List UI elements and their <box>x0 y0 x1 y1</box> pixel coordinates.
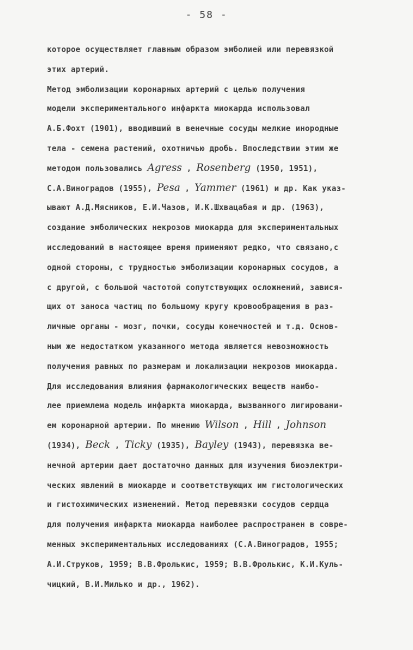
text-line <box>47 500 329 510</box>
text-line <box>47 302 334 312</box>
typed-text: , <box>271 421 286 431</box>
text-line <box>47 243 338 253</box>
text-line <box>47 203 324 213</box>
text-line <box>47 322 338 332</box>
text-line <box>47 382 319 392</box>
typed-text: , <box>180 183 195 193</box>
typed-text: личные органы - мозг, почки, сосуды конечностей и т.д. Основ- <box>47 322 339 332</box>
typed-text: этих артерий. <box>47 64 110 74</box>
text-line <box>47 421 326 431</box>
text-line <box>47 65 109 75</box>
handwritten-author-name: Agress <box>147 162 182 174</box>
text-line <box>47 540 338 550</box>
typed-text: лее приемлема модель инфаркта миокарда, вызванного лигировани- <box>47 401 344 411</box>
page-number: - 58 - <box>185 10 228 21</box>
typed-text: создание эмболических некрозов миокарда для экспериментальных <box>47 223 339 233</box>
typed-text: А.Б.Фохт (1901), вводивший в венечные сосуды мелкие инородные <box>47 124 339 134</box>
text-line <box>47 520 348 530</box>
typed-text: (1950, 1951), <box>250 163 318 173</box>
typed-text: нечной артерии дает достаточно данных для изучения биоэлектри- <box>47 460 344 470</box>
text-line <box>47 45 334 55</box>
typed-text: С.А.Виноградов (1955), <box>47 183 157 193</box>
handwritten-author-name: Rosenberg <box>196 162 251 174</box>
text-line <box>47 560 343 570</box>
text-line <box>47 223 338 233</box>
text-line <box>47 144 338 154</box>
typed-text: , <box>110 441 125 450</box>
handwritten-author-name: Ticky <box>124 440 152 451</box>
typed-text: (1961) и др. Как указ- <box>236 183 346 193</box>
handwritten-author-name: Bayley <box>194 440 229 451</box>
text-line <box>47 441 334 451</box>
handwritten-author-name: Pesa <box>156 182 181 194</box>
typed-text: для получения инфаркта миокарда наиболее распространен в совре- <box>47 520 349 530</box>
typed-text: модели экспериментального инфаркта миокарда использовал <box>47 104 310 114</box>
text-line <box>47 85 305 95</box>
typed-text: Метод эмболизации коронарных артерий с целью получения <box>47 84 306 94</box>
typed-text: (1934), <box>47 441 86 450</box>
handwritten-author-name: Wilson <box>204 420 239 432</box>
typed-text: чицкий, В.И.Милько и др., 1962). <box>47 579 200 589</box>
typed-text: , <box>181 163 197 173</box>
text-line <box>47 401 343 411</box>
text-line <box>47 283 343 293</box>
typed-text: ем коронарной артерии. По мнению <box>47 421 205 431</box>
typed-text: (1935), <box>151 441 195 450</box>
typed-text: которое осуществляет главным образом эмболией или перевязкой <box>47 45 334 54</box>
handwritten-author-name: Hill <box>253 420 272 432</box>
text-line <box>47 580 200 590</box>
typed-text: одной стороны, с трудностью эмболизации коронарных сосудов, а <box>47 262 339 272</box>
text-line <box>47 124 338 134</box>
typed-text: щих от заноса частиц по большому кругу кровообращения в раз- <box>47 302 334 312</box>
typed-text: исследований в настоящее время применяют редко, что связано,с <box>47 243 339 252</box>
typed-text: ывают А.Д.Мясников, Е.И.Чазов, И.К.Шхвацабая и др. (1963), <box>47 203 325 213</box>
text-line <box>47 342 329 352</box>
typed-text: получения равных по размерам и локализации некрозов миокарда. <box>47 361 339 371</box>
handwritten-author-name: Johnson <box>285 420 327 432</box>
typed-text: тела - семена растений, охотничью дробь. Впоследствии этим же <box>47 144 339 153</box>
text-line <box>47 481 343 491</box>
text-line <box>47 362 338 372</box>
text-line <box>47 263 338 273</box>
typed-text: Для исследования влияния фармакологических веществ наибо- <box>47 381 320 391</box>
typed-text: менных экспериментальных исследованиях (С.А.Виноградов, 1955; <box>47 540 339 549</box>
handwritten-author-name: Beck <box>85 440 111 451</box>
text-line <box>47 184 346 194</box>
typed-text: ным же недостатком указанного метода является невозможность <box>47 342 329 351</box>
typed-text: А.И.Струков, 1959; В.В.Фролькис, 1959; В.В.Фролькис, К.И.Куль- <box>47 559 344 569</box>
typed-text: методом пользовались <box>47 163 148 173</box>
text-line <box>47 461 343 471</box>
typed-text: ческих явлений в миокарде и соответствующих им гистологических <box>47 480 344 490</box>
typed-text: (1943), перевязка ве- <box>228 441 334 450</box>
text-line <box>47 164 318 174</box>
text-line <box>47 104 310 114</box>
typed-text: , <box>238 421 254 431</box>
handwritten-author-name: Yammer <box>194 182 236 194</box>
typed-text: и гистохимических изменений. Метод перевязки сосудов сердца <box>47 500 329 510</box>
typed-text: с другой, с большой частотой сопутствующих осложнений, завися- <box>47 282 344 292</box>
